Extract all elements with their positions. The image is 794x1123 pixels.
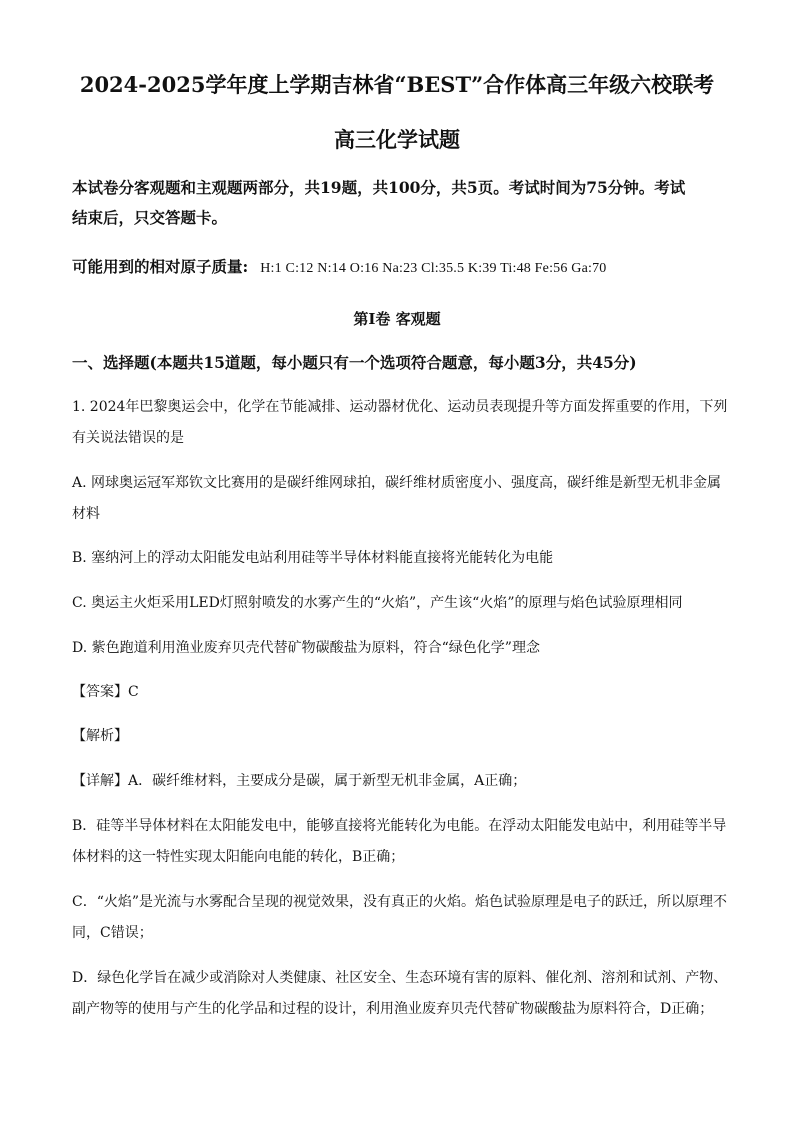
detail-c-line-1: C．“火焰”是光流与水雾配合呈现的视觉效果，没有真正的火焰。焰色试验原理是电子的跃迁，所以原理不	[72, 894, 728, 910]
atomic-mass-label: 可能用到的相对原子质量:	[72, 257, 249, 276]
exam-title: 2024-2025学年度上学期吉林省“BEST”合作体高三年级六校联考	[79, 72, 715, 97]
detail-b-line-1: B．硅等半导体材料在太阳能发电中，能够直接将光能转化为电能。在浮动太阳能发电站中，利用硅等半导	[72, 818, 727, 834]
option-c: C. 奥运主火炬采用LED灯照射喷发的水雾产生的“火焰”，产生该“火焰”的原理与焰色试验原理相同	[72, 595, 683, 611]
part-heading: 一、选择题(本题共15道题，每小题只有一个选项符合题意，每小题3分，共45分)	[72, 353, 637, 372]
detail-c-line-2: 同，C错误；	[72, 925, 153, 941]
option-b: B. 塞纳河上的浮动太阳能发电站利用硅等半导体材料能直接将光能转化为电能	[72, 550, 554, 566]
detail-d-line-1: D．绿色化学旨在减少或消除对人类健康、社区安全、生态环境有害的原料、催化剂、溶剂和试剂、产物、	[72, 970, 728, 986]
atomic-mass-values: H:1 C:12 N:14 O:16 Na:23 Cl:35.5 K:39 Ti:48 Fe:56 Ga:70	[260, 261, 607, 276]
question-stem-line-1: 1. 2024年巴黎奥运会中，化学在节能减排、运动器材优化、运动员表现提升等方面发挥重要的作用，下列	[72, 399, 728, 415]
instructions-line-1: 本试卷分客观题和主观题两部分，共19题，共100分，共5页。考试时间为75分钟。考试	[72, 178, 686, 197]
detail-a: 【详解】A．碳纤维材料，主要成分是碳，属于新型无机非金属，A正确；	[72, 773, 527, 789]
detail-d-line-2: 副产物等的使用与产生的化学品和过程的设计，利用渔业废弃贝壳代替矿物碳酸盐为原料符合，D正确；	[72, 1001, 714, 1017]
option-a-line-2: 材料	[72, 506, 100, 522]
instructions-line-2: 结束后，只交答题卡。	[72, 208, 228, 227]
exam-subtitle: 高三化学试题	[334, 127, 460, 152]
detail-b-line-2: 体材料的这一特性实现太阳能向电能的转化，B正确；	[72, 849, 405, 865]
answer: 【答案】C	[72, 684, 139, 700]
option-d: D. 紫色跑道利用渔业废弃贝壳代替矿物碳酸盐为原料，符合“绿色化学”理念	[72, 640, 540, 656]
section-title: 第Ⅰ卷 客观题	[353, 310, 441, 328]
option-a-line-1: A. 网球奥运冠军郑钦文比赛用的是碳纤维网球拍，碳纤维材质密度小、强度高，碳纤维是新型无机非金属	[72, 475, 722, 491]
atomic-mass-row	[72, 255, 606, 277]
analysis-label: 【解析】	[72, 728, 128, 744]
question-stem-line-2: 有关说法错误的是	[72, 430, 184, 446]
